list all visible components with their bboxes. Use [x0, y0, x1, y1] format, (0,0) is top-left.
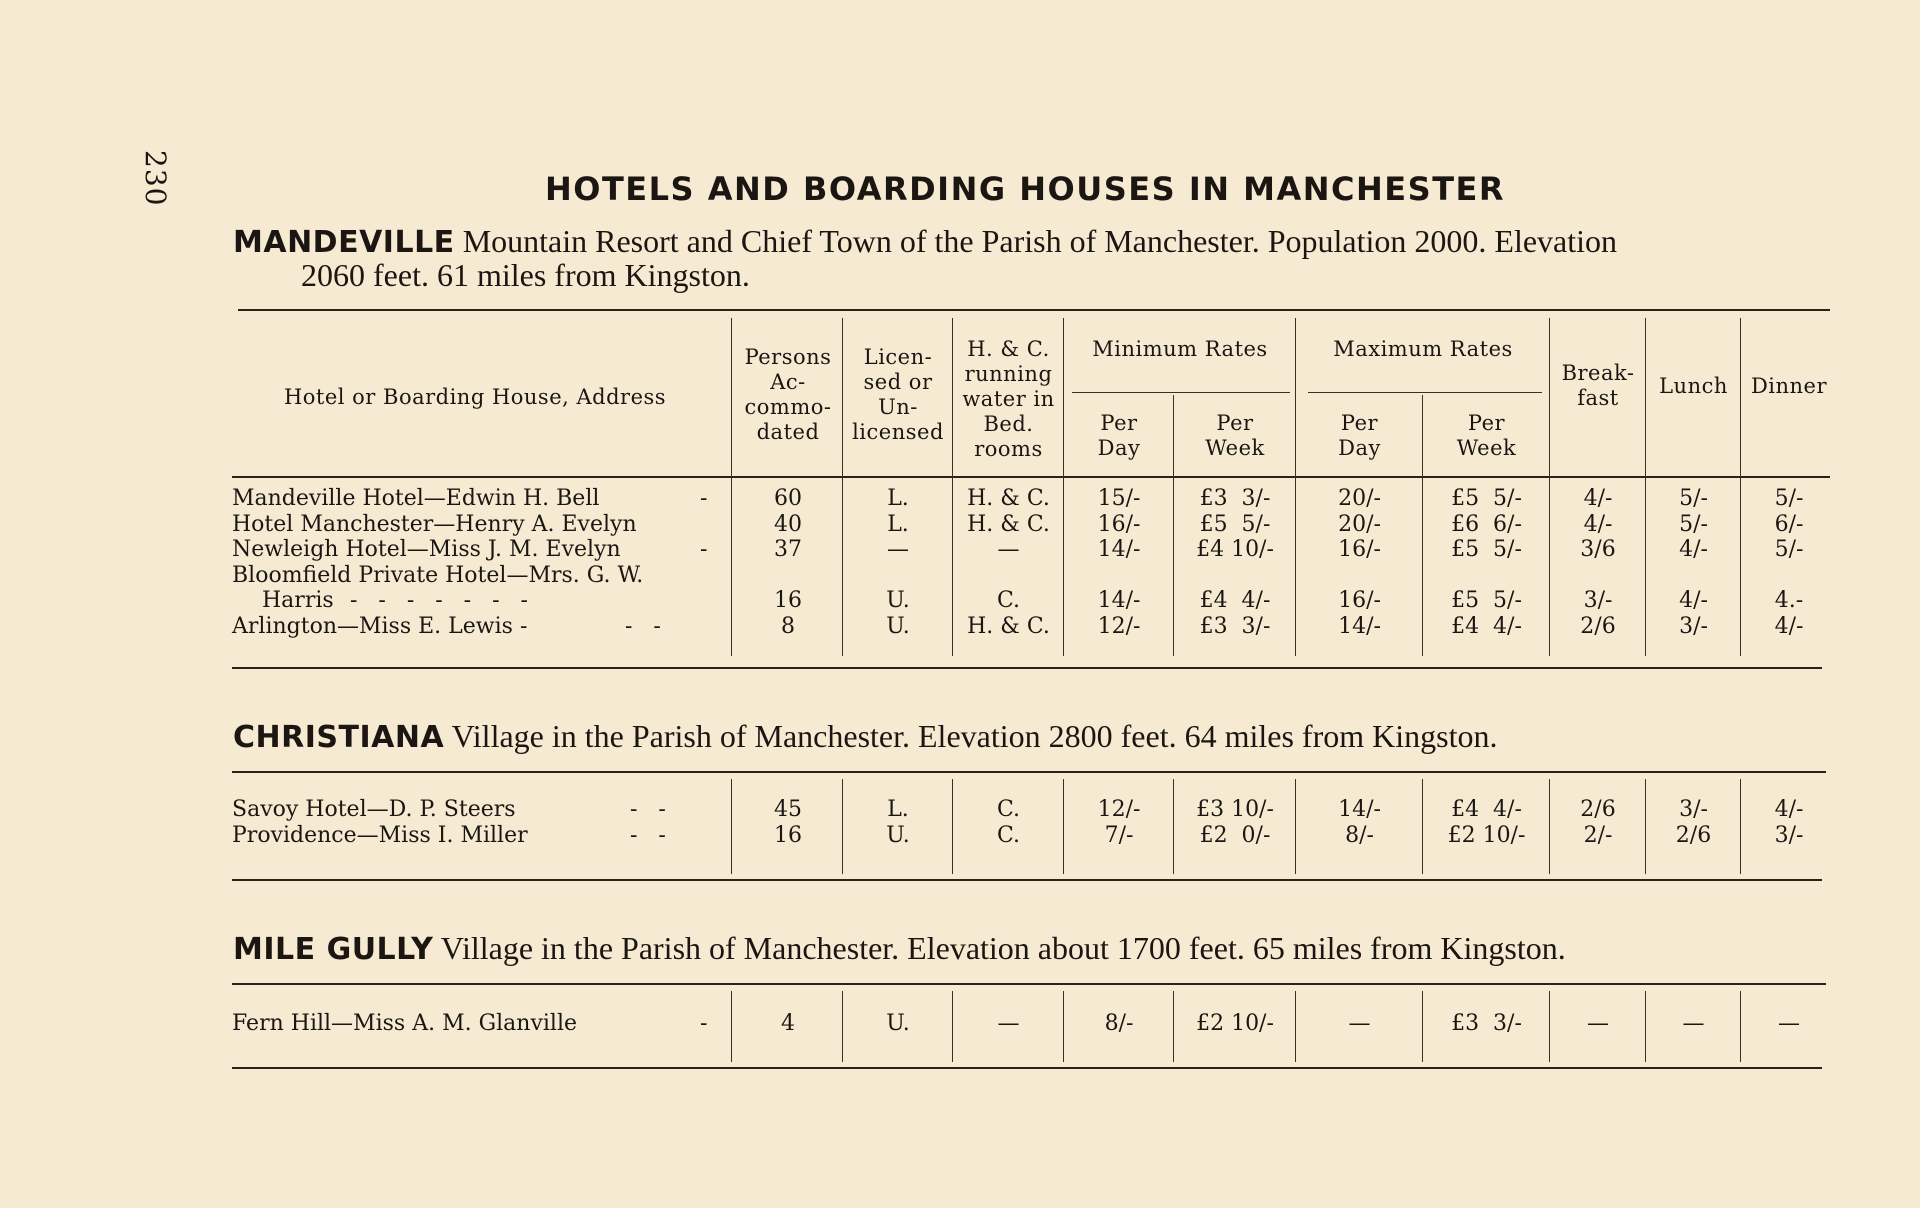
leader-dots: - -: [630, 797, 666, 822]
header-line: Break-: [1561, 361, 1635, 385]
cell-dinner: 5/-: [1774, 486, 1804, 511]
cell-min-week: £5 5/-: [1199, 511, 1271, 537]
cell-lic: U.: [886, 823, 910, 848]
cell-max-week: £3 3/-: [1451, 1011, 1522, 1036]
cell-max-week: £4 4/-: [1451, 613, 1522, 639]
cell-dinner: 6/-: [1774, 511, 1804, 537]
table-bottom-rule: [232, 879, 1822, 881]
cell-max-day: 16/-: [1338, 588, 1381, 613]
cell-breakfast: 2/-: [1583, 823, 1613, 848]
header-line: running: [964, 362, 1053, 386]
cell-min-week: £3 3/-: [1199, 486, 1271, 511]
cell-breakfast: 4/-: [1583, 486, 1613, 511]
leader-dots: - -: [625, 613, 661, 639]
cell-breakfast: 2/6: [1580, 613, 1616, 639]
cell-max-day: 8/-: [1345, 823, 1374, 848]
header-min-per-day: [1064, 411, 1174, 461]
cell-lunch: 2/6: [1675, 823, 1712, 848]
header-maximum-rates: Maximum Rates: [1333, 337, 1513, 361]
cell-lunch: 3/-: [1679, 613, 1708, 639]
header-line: Persons: [744, 345, 832, 369]
min-rates-underline: [1072, 392, 1290, 393]
header-breakfast: [1550, 361, 1646, 411]
cell-max-day: 20/-: [1338, 486, 1381, 511]
table-top-rule: [232, 983, 1826, 985]
cell-min-week: £2 0/-: [1199, 823, 1271, 848]
cell-water: H. & C.: [967, 511, 1050, 537]
section-heading-mile-gully: [233, 932, 1843, 966]
section-place-name: CHRISTIANA: [233, 720, 445, 755]
cell-persons: 4: [781, 1011, 795, 1036]
cell-max-day: 14/-: [1338, 797, 1381, 822]
cell-min-day: 14/-: [1097, 588, 1141, 613]
cell-dinner: 4.-: [1774, 588, 1804, 613]
hotel-name: Arlington—Miss E. Lewis -: [232, 613, 528, 639]
cell-max-day: 20/-: [1338, 511, 1381, 537]
cell-lic: —: [887, 537, 909, 562]
cell-min-day: 14/-: [1097, 537, 1141, 562]
cell-lunch: 4/-: [1679, 588, 1708, 613]
cell-min-week: £4 4/-: [1199, 588, 1271, 613]
cell-max-week: £5 5/-: [1451, 588, 1522, 613]
hotel-name-continued: Harris: [262, 588, 334, 613]
leader-dots: -: [700, 486, 708, 511]
header-line: Per: [1216, 411, 1254, 435]
cell-lic: U.: [886, 588, 910, 613]
cell-dinner: 5/-: [1774, 537, 1804, 562]
cell-lic: L.: [887, 511, 909, 537]
header-min-per-week: [1174, 411, 1296, 461]
column-divider: [731, 779, 732, 874]
cell-max-week: £6 6/-: [1451, 511, 1522, 537]
cell-water: C.: [996, 797, 1021, 822]
hotel-name: Savoy Hotel—D. P. Steers: [232, 797, 516, 822]
cell-breakfast: 4/-: [1583, 511, 1613, 537]
cell-persons: 8: [781, 613, 795, 639]
cell-max-day: 14/-: [1338, 613, 1381, 639]
cell-lic: L.: [887, 486, 909, 511]
cell-breakfast: 3/6: [1580, 537, 1616, 562]
cell-max-week: £4 4/-: [1451, 797, 1522, 822]
cell-persons: 37: [774, 537, 802, 562]
hotel-name: Providence—Miss I. Miller: [232, 823, 528, 848]
hotel-name: Fern Hill—Miss A. M. Glanville: [232, 1011, 578, 1036]
cell-persons: 40: [774, 511, 802, 537]
cell-breakfast: 3/-: [1583, 588, 1613, 613]
header-hotel: Hotel or Boarding House, Address: [283, 385, 667, 409]
section-heading-christiana: [233, 720, 1843, 754]
cell-min-day: 8/-: [1104, 1011, 1134, 1036]
cell-persons: 45: [774, 797, 802, 822]
table-top-rule: [232, 771, 1826, 773]
section-description: Village in the Parish of Manchester. Elevation about 1700 feet. 65 miles from Kingston.: [440, 930, 1566, 966]
cell-persons: 16: [774, 823, 802, 848]
cell-lunch: 3/-: [1679, 797, 1708, 822]
leader-dots: - -: [630, 823, 666, 848]
hotel-name: Hotel Manchester—Henry A. Evelyn: [232, 511, 637, 537]
column-divider: [731, 991, 732, 1062]
cell-lic: U.: [886, 1011, 910, 1036]
section-description: Village in the Parish of Manchester. Elevation 2800 feet. 64 miles from Kingston.: [451, 718, 1498, 754]
cell-lunch: 4/-: [1679, 537, 1708, 562]
cell-breakfast: —: [1587, 1011, 1609, 1036]
cell-max-day: —: [1348, 1011, 1371, 1036]
header-line: Per: [1340, 411, 1379, 435]
header-line: H. & C.: [967, 337, 1050, 361]
header-persons: [733, 345, 843, 445]
cell-min-day: 7/-: [1104, 823, 1134, 848]
header-line: dated: [756, 420, 820, 444]
cell-breakfast: 2/6: [1580, 797, 1616, 822]
cell-dinner: 3/-: [1774, 823, 1804, 848]
header-line: Un-: [878, 395, 918, 419]
section-description-continued: 2060 feet. 61 miles from Kingston.: [301, 257, 750, 293]
section-place-name: MANDEVILLE: [233, 225, 455, 260]
cell-dinner: 4/-: [1774, 613, 1804, 639]
header-line: Week: [1456, 436, 1517, 460]
header-line: Week: [1205, 436, 1265, 460]
cell-persons: 16: [774, 588, 802, 613]
leader-dots: -: [700, 537, 708, 562]
cell-dinner: 4/-: [1774, 797, 1804, 822]
cell-water: H. & C.: [967, 613, 1050, 639]
section-description: Mountain Resort and Chief Town of the Parish of Manchester. Population 2000. Elevation: [462, 223, 1618, 259]
cell-min-day: 16/-: [1097, 511, 1141, 537]
column-divider: [731, 318, 732, 656]
header-line: fast: [1577, 386, 1619, 410]
table-top-rule: [238, 309, 1830, 311]
cell-lunch: —: [1682, 1011, 1705, 1036]
cell-max-week: £5 5/-: [1451, 537, 1522, 562]
header-lunch: Lunch: [1659, 374, 1728, 398]
page-number: 230: [139, 150, 172, 207]
header-line: Per: [1467, 411, 1506, 435]
section-heading-mandeville: [233, 225, 1843, 292]
header-line: licensed: [852, 420, 944, 444]
cell-max-week: £5 5/-: [1451, 486, 1522, 511]
header-bottom-rule: [232, 476, 1830, 478]
header-line: commo-: [744, 395, 832, 419]
header-line: rooms: [974, 437, 1043, 461]
header-dinner: Dinner: [1750, 374, 1828, 398]
cell-lic: U.: [886, 613, 910, 639]
page-title: HOTELS AND BOARDING HOUSES IN MANCHESTER: [544, 170, 1506, 208]
cell-min-day: 15/-: [1097, 486, 1141, 511]
header-water: [953, 337, 1064, 462]
cell-max-week: £2 10/-: [1447, 823, 1526, 848]
header-line: Ac-: [770, 370, 806, 394]
leader-dots: -: [700, 1011, 708, 1036]
cell-water: —: [997, 537, 1020, 562]
header-line: water in: [962, 387, 1055, 411]
cell-min-day: 12/-: [1097, 613, 1141, 639]
header-licensed: [843, 345, 953, 445]
header-line: sed or: [863, 370, 933, 394]
section-place-name: MILE GULLY: [233, 932, 434, 967]
header-line: Day: [1338, 436, 1381, 460]
cell-min-week: £2 10/-: [1196, 1011, 1274, 1036]
cell-lunch: 5/-: [1679, 486, 1708, 511]
cell-water: H. & C.: [967, 486, 1050, 511]
header-max-per-week: [1423, 411, 1550, 461]
cell-min-day: 12/-: [1097, 797, 1141, 822]
header-max-per-day: [1296, 411, 1423, 461]
header-line: Per: [1100, 411, 1138, 435]
leader-dots: - - - - - - -: [350, 588, 528, 613]
header-line: Day: [1097, 436, 1141, 460]
hotel-name: Mandeville Hotel—Edwin H. Bell: [232, 486, 600, 511]
cell-max-day: 16/-: [1338, 537, 1381, 562]
cell-lic: L.: [887, 797, 909, 822]
cell-min-week: £3 10/-: [1196, 797, 1274, 822]
cell-water: C.: [996, 588, 1021, 613]
cell-persons: 60: [774, 486, 802, 511]
header-line: Licen-: [863, 345, 933, 369]
hotel-name: Bloomfield Private Hotel—Mrs. G. W.: [232, 562, 644, 588]
table-bottom-rule: [232, 1067, 1822, 1069]
cell-min-week: £3 3/-: [1199, 613, 1271, 639]
cell-lunch: 5/-: [1679, 511, 1708, 537]
hotel-name: Newleigh Hotel—Miss J. M. Evelyn: [232, 537, 621, 562]
table-bottom-rule: [232, 667, 1822, 669]
header-line: Bed.: [983, 412, 1034, 436]
cell-water: C.: [996, 823, 1021, 848]
cell-min-week: £4 10/-: [1196, 537, 1274, 562]
header-minimum-rates: Minimum Rates: [1092, 337, 1268, 361]
cell-water: —: [997, 1011, 1020, 1036]
max-rates-underline: [1308, 392, 1542, 393]
cell-dinner: —: [1778, 1011, 1800, 1036]
